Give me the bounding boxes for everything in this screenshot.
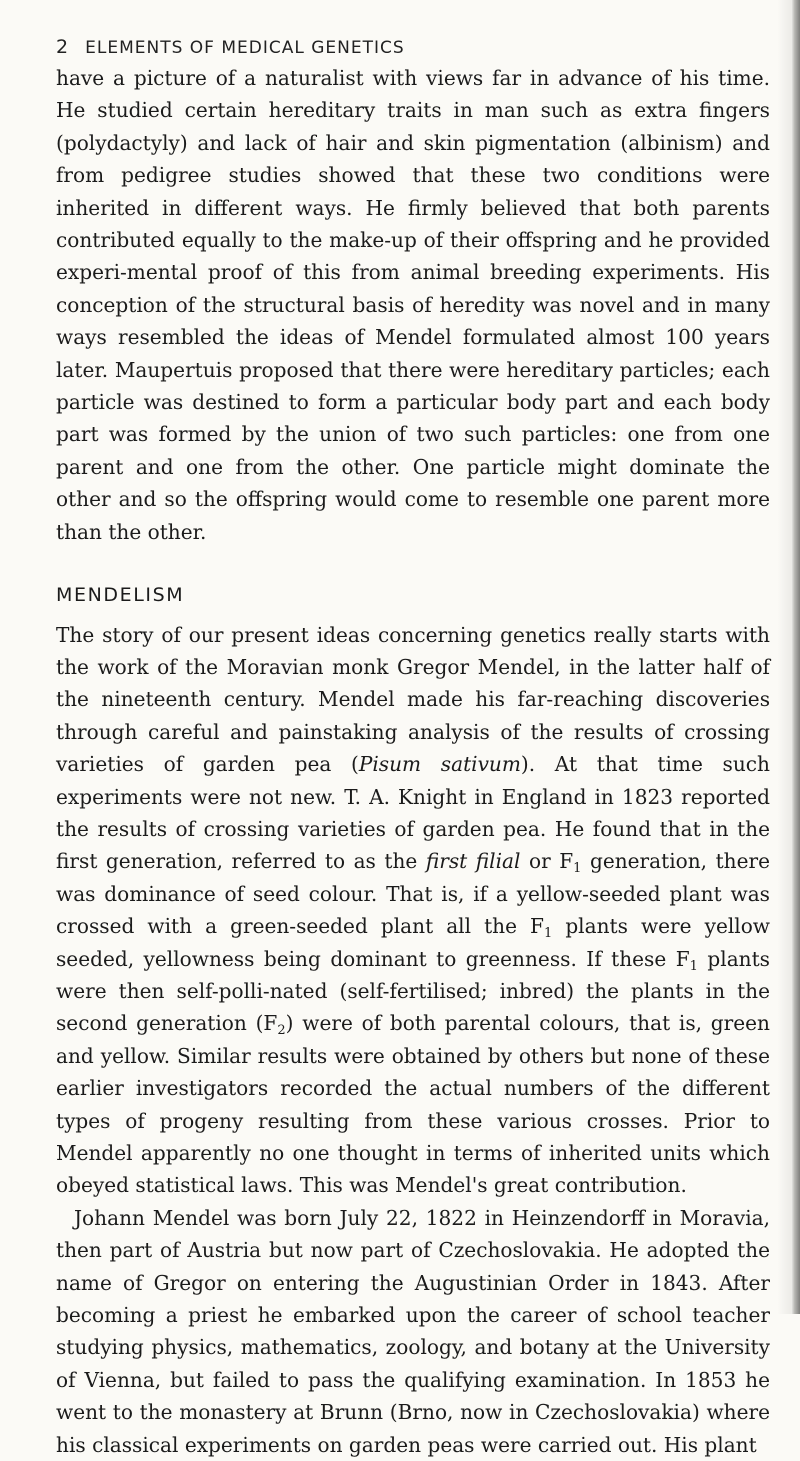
- text-run: ). At that time such experiments were not new. T. A. Knight in England in 1823 reported the results of crossing varieties of garden pea. He found that in the first generation, referred to as the: [56, 752, 770, 874]
- text-run: plants were yellow seeded, yellowness being dominant to greenness. If these F: [56, 914, 770, 971]
- subscript: 1: [689, 958, 698, 974]
- paragraph-mendel-biography: Johann Mendel was born July 22, 1822 in Heinzendorff in Moravia, then part of Austria but now part of Czechoslovakia. He adopted the name of Gregor on entering the Augustinian Order in 1843. After becoming a priest he embarked upon the career of school teacher studying physics, mathematics, zoology, and botany at the University of Vienna, but failed to pass the qualifying examination. In 1853 he went to the monastery at Brunn (Brno, now in Czechoslovakia) where his classical experiments on garden peas were carried out. His plant: [56, 1205, 770, 1457]
- text-run: ) were of both parental colours, that is, green and yellow. Similar results were obtained by others but none of these earlier investigators recorded the actual numbers of the different types of progeny resulting from these various crosses. Prior to Mendel apparently no one thought in terms of inherited units which obeyed statistical laws. This was Mendel's great contribution.: [56, 1011, 770, 1198]
- running-head: [56, 36, 405, 58]
- species-name: Pisum sativum: [358, 752, 521, 777]
- paragraph-maupertuis: have a picture of a naturalist with views far in advance of his time. He studied certain hereditary traits in man such as extra fingers (polydactyly) and lack of hair and skin pigmentation (albinism) and from pedigree studies showed that these two conditions were inherited in different ways. He firmly believed that both parents contributed equally to the make-up of their offspring and he provided experi-mental proof of this from animal breeding experiments. His conception of the structural basis of heredity was novel and in many ways resembled the ideas of Mendel formulated almost 100 years later. Maupertuis proposed that there were hereditary particles; each particle was destined to form a particular body part and each body part was formed by the union of two such particles: one from one parent and one from the other. One particle might dominate the other and so the offspring would come to resemble one parent more than the other.: [56, 66, 770, 544]
- text-run: plants were then self-polli-nated (self-fertilised; inbred) the plants in the second generation (F: [56, 946, 770, 1036]
- italic-term: first filial: [425, 849, 521, 874]
- subscript: 1: [543, 926, 553, 942]
- body-text: [56, 62, 770, 1461]
- text-run: generation, there was dominance of seed colour. That is, if a yellow-seeded plant was crossed with a green-seeded plant all the F: [56, 849, 771, 939]
- page-number: 2: [56, 36, 69, 58]
- page-edge-shadow: [777, 0, 791, 1314]
- subscript: 1: [573, 861, 582, 877]
- subscript: 2: [277, 1023, 286, 1039]
- text-run: The story of our present ideas concerning genetics really starts with the work of the Moravian monk Gregor Mendel, in the latter half of the nineteenth century. Mendel made his far-reaching discoveries through careful and painstaking analysis of the results of crossing varieties of garden pea (: [56, 622, 770, 777]
- text-run: or F: [520, 849, 574, 874]
- paragraph-mendelism: [56, 619, 770, 1202]
- page-edge: [791, 0, 800, 1314]
- section-heading: MENDELISM: [56, 584, 185, 607]
- running-title: ELEMENTS OF MEDICAL GENETICS: [85, 38, 405, 58]
